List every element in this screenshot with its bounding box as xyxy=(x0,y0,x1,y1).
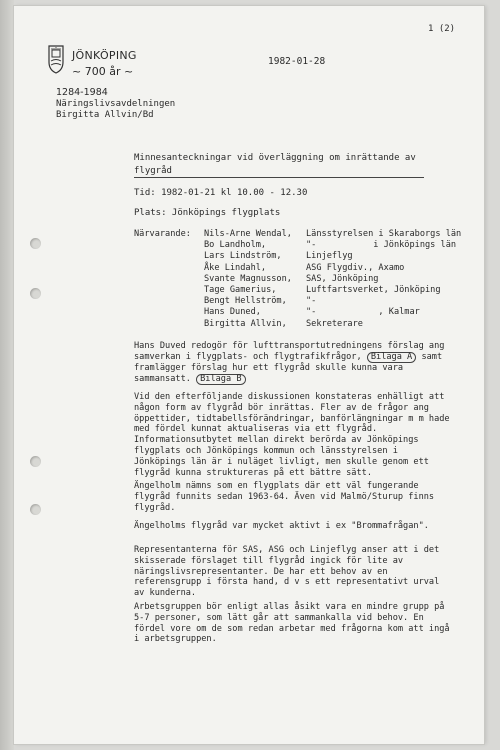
present-label: Närvarande: xyxy=(134,229,191,239)
attachment-b-link[interactable]: Bilaga B xyxy=(196,374,245,385)
attendee-organization: Linjeflyg xyxy=(306,251,353,262)
paragraph-4: Ängelholms flygråd var mycket aktivt i ex "Brommafrågan". xyxy=(134,521,429,531)
header-department: Näringslivsavdelningen xyxy=(56,99,176,109)
attendee-name: Hans Duned, xyxy=(204,307,261,318)
punch-hole xyxy=(30,456,41,467)
document-title: Minnesanteckningar vid överläggning om inrättande av flygråd xyxy=(134,153,416,176)
city-coat-of-arms-icon xyxy=(46,44,66,74)
attendee-organization: Luftfartsverket, Jönköping xyxy=(306,285,441,295)
punch-hole xyxy=(30,288,41,299)
attendee-organization: SAS, Jönköping xyxy=(306,273,379,284)
header-years: 1284-1984 xyxy=(56,87,108,98)
paragraph-2: Vid den efterföljande diskussionen konstateras enhälligt att någon form av flygråd bör inrättas. Fler av de frågor ang öppettider, tidtabellsförändringar, banförlängningar m m hade med fördel kunnat aktualiseras via ett flygråd. Informationsutbytet mellan direkt berörda av Jönköpings flygplats och Jönköpings kommun och länsstyrelsen i Jönköpings län är i nuläget livligt, men skulle genom ett flygråd kunna struktureras på ett bättre sätt. xyxy=(134,392,450,478)
meeting-place: Plats: Jönköpings flygplats xyxy=(134,208,281,218)
attendee-name: Birgitta Allvin, xyxy=(204,318,287,329)
document-date: 1982-01-28 xyxy=(268,56,326,67)
attendee-organization: Sekreterare xyxy=(306,318,363,329)
background-edge xyxy=(0,0,14,750)
attendee-name: Lars Lindström, xyxy=(204,251,282,262)
paragraph-1-text-continued: samt framlägger förslag hur ett flygråd skulle kunna vara sammansatt. xyxy=(134,351,443,384)
paragraph-5: Representanterna för SAS, ASG och Linjeflyg anser att i det skisserade förslaget till flygråd ingick för lite av näringslivsrepresentanter. De har ett behov av en referensgrupp i första hand, d v s ett representativt urval av kunderna. xyxy=(134,545,440,599)
paragraph-1 xyxy=(134,341,452,385)
attendee-name: Nils-Arne Wendal, xyxy=(204,229,292,239)
page-number: 1 (2) xyxy=(428,24,456,34)
attendee-name: Åke Lindahl, xyxy=(204,262,267,273)
attendee-name: Bo Landholm, xyxy=(204,240,267,251)
attendee-organization: "- i Jönköpings län xyxy=(306,240,457,251)
header-reference: Birgitta Allvin/Bd xyxy=(56,110,154,120)
paragraph-1-text: Hans Duved redogör för lufttransportutredningens förslag ang samverkan i flygplats- och flygtrafikfrågor, xyxy=(134,341,445,362)
meeting-time: Tid: 1982-01-21 kl 10.00 - 12.30 xyxy=(134,188,308,198)
attendee-organization: "- xyxy=(306,296,317,307)
attendee-name: Tage Gamerius, xyxy=(204,285,277,295)
attendee-organization: Länsstyrelsen i Skaraborgs län xyxy=(306,229,462,239)
attachment-a-link[interactable]: Bilaga A xyxy=(367,352,416,363)
paragraph-3: Ängelholm nämns som en flygplats där ett väl fungerande flygråd funnits sedan 1963-64. Även vid Malmö/Sturup finns flygråd. xyxy=(134,481,435,513)
logo-city-name: JÖNKÖPING xyxy=(72,49,137,62)
attendee-name: Svante Magnusson, xyxy=(204,273,292,284)
logo-anniversary: ~ 700 år ~ xyxy=(72,65,134,78)
attendee-name: Bengt Hellström, xyxy=(204,296,287,307)
title-underline xyxy=(134,177,424,178)
punch-hole xyxy=(30,238,41,249)
punch-hole xyxy=(30,504,41,515)
attendee-organization: "- , Kalmar xyxy=(306,307,420,318)
paragraph-6: Arbetsgruppen bör enligt allas åsikt vara en mindre grupp på 5-7 personer, som lätt går att sammankalla vid behov. En fördel vore om de som redan arbetar med frågorna kom att ingå i arbetsgruppen. xyxy=(134,602,450,645)
attendee-organization: ASG Flygdiv., Axamo xyxy=(306,262,405,273)
